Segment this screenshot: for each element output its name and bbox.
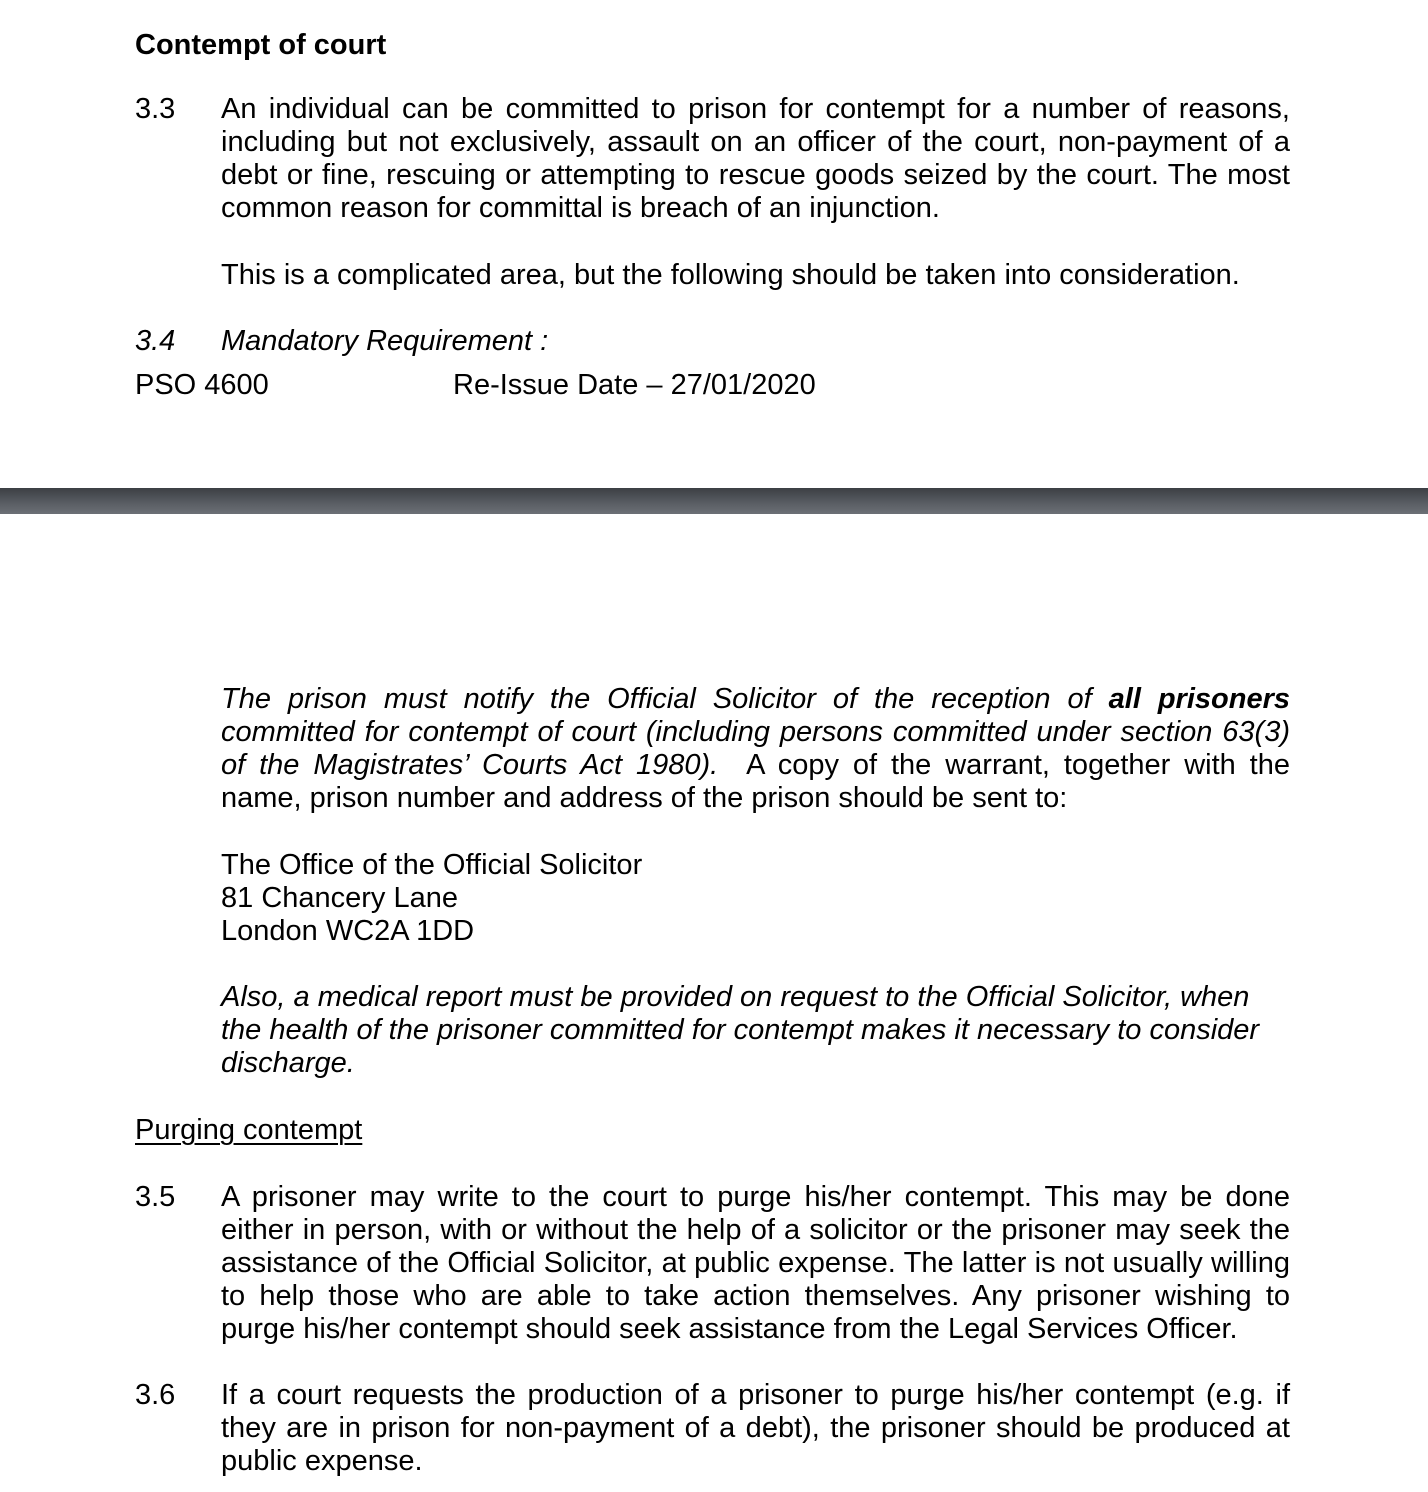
footer-document-reference: PSO 4600 [135, 369, 269, 401]
page-separator [0, 488, 1428, 514]
paragraph-line: they are in prison for non-payment of a debt), the prisoner should be produced at [221, 1412, 1290, 1444]
paragraph-line: Also, a medical report must be provided on request to the Official Solicitor, when [221, 981, 1250, 1013]
paragraph-line: including but not exclusively, assault on an officer of the court, non-payment of a [221, 126, 1290, 158]
subheading-purging-contempt: Purging contempt [135, 1114, 363, 1146]
paragraph-line: assistance of the Official Solicitor, at public expense. The latter is not usually willing [221, 1247, 1290, 1279]
paragraph-line: purge his/her contempt should seek assistance from the Legal Services Officer. [221, 1313, 1238, 1345]
paragraph-line: the health of the prisoner committed for contempt makes it necessary to consider [221, 1014, 1260, 1046]
paragraph-line: If a court requests the production of a prisoner to purge his/her contempt (e.g. if [221, 1379, 1290, 1411]
paragraph-number-3-5: 3.5 [135, 1181, 176, 1213]
paragraph-line: An individual can be committed to prison for contempt for a number of reasons, [221, 93, 1290, 125]
paragraph-line: discharge. [221, 1047, 355, 1079]
paragraph-line: debt or fine, rescuing or attempting to rescue goods seized by the court. The most [221, 159, 1290, 191]
paragraph-line: name, prison number and address of the prison should be sent to: [221, 782, 1068, 814]
paragraph-line: A prisoner may write to the court to purge his/her contempt. This may be done [221, 1181, 1290, 1213]
medical-report-text [221, 981, 1290, 1080]
paragraph-line: to help those who are able to take action themselves. Any prisoner wishing to [221, 1280, 1290, 1312]
paragraph-line [221, 749, 1290, 782]
paragraph-line: public expense. [221, 1445, 423, 1477]
address-line: 81 Chancery Lane [221, 882, 458, 914]
line-text-regular: A copy of the warrant, together with the [746, 749, 1290, 781]
document-page-1 [0, 0, 1428, 488]
mandatory-requirement-text [221, 683, 1290, 815]
paragraph-line: committed for contempt of court (including persons committed under section 63(3) [221, 716, 1290, 748]
address-line: London WC2A 1DD [221, 915, 475, 947]
section-heading: Contempt of court [135, 29, 387, 61]
paragraph-line [221, 683, 1290, 716]
paragraph-3-3-followup: This is a complicated area, but the following should be taken into consideration. [221, 259, 1240, 291]
paragraph-number-3-6: 3.6 [135, 1379, 176, 1411]
paragraph-number-3-4: 3.4 [135, 325, 176, 357]
paragraph-line: either in person, with or without the help of a solicitor or the prisoner may seek the [221, 1214, 1290, 1246]
paragraph-3-6 [221, 1379, 1290, 1478]
paragraph-3-3 [221, 93, 1290, 225]
line-text: The prison must notify the Official Solicitor of the reception of [221, 683, 1109, 715]
footer-reissue-date: Re-Issue Date – 27/01/2020 [453, 369, 816, 401]
line-text-italic: of the Magistrates’ Courts Act 1980). [221, 749, 719, 781]
emphasis-all-prisoners: all prisoners [1108, 683, 1290, 715]
paragraph-3-5 [221, 1181, 1290, 1346]
document-page-2 [0, 514, 1428, 1492]
mandatory-requirement-label: Mandatory Requirement : [221, 325, 549, 357]
paragraph-line: common reason for committal is breach of an injunction. [221, 192, 940, 224]
official-solicitor-address [221, 849, 1290, 948]
paragraph-number-3-3: 3.3 [135, 93, 176, 125]
address-line: The Office of the Official Solicitor [221, 849, 643, 881]
